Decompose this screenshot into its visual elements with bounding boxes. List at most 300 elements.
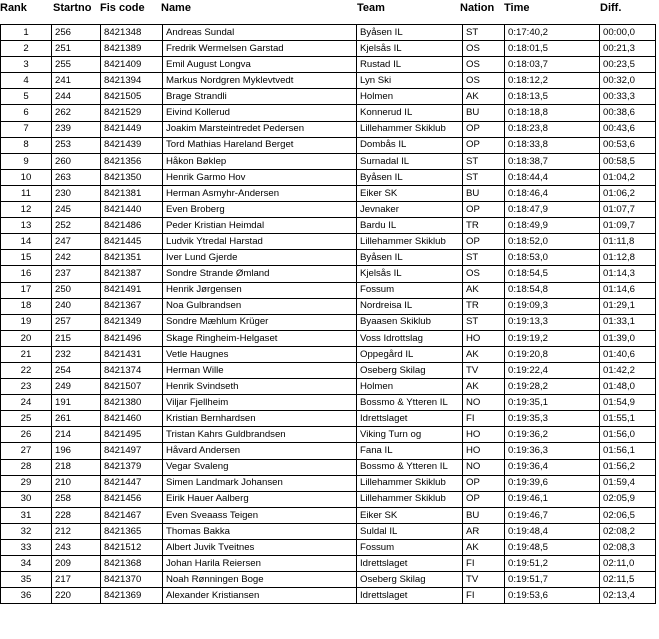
team-cell: Eiker SK <box>357 507 463 523</box>
rank-cell: 21 <box>1 346 52 362</box>
athlete-name-cell: Herman Asmyhr-Andersen <box>163 185 357 201</box>
nation-cell: OP <box>463 234 505 250</box>
team-cell: Bossmo & Ytteren IL <box>357 395 463 411</box>
startno-cell: 237 <box>52 266 101 282</box>
header-startno: Startno <box>53 2 92 14</box>
fis-code-cell: 8421456 <box>101 491 163 507</box>
fis-code-cell: 8421505 <box>101 89 163 105</box>
diff-cell: 00:53,6 <box>600 137 656 153</box>
header-name: Name <box>161 2 191 14</box>
nation-cell: OS <box>463 57 505 73</box>
nation-cell: NO <box>463 395 505 411</box>
nation-cell: AK <box>463 282 505 298</box>
table-row <box>1 459 656 475</box>
team-cell: Holmen <box>357 379 463 395</box>
athlete-name-cell: Skage Ringheim-Helgaset <box>163 330 357 346</box>
startno-cell: 217 <box>52 572 101 588</box>
athlete-name-cell: Andreas Sundal <box>163 25 357 41</box>
diff-cell: 00:00,0 <box>600 25 656 41</box>
team-cell: Lillehammer Skiklub <box>357 121 463 137</box>
rank-cell: 33 <box>1 540 52 556</box>
time-cell: 0:18:46,4 <box>505 185 600 201</box>
athlete-name-cell: Even Broberg <box>163 202 357 218</box>
nation-cell: AK <box>463 379 505 395</box>
nation-cell: TV <box>463 572 505 588</box>
rank-cell: 8 <box>1 137 52 153</box>
nation-cell: FI <box>463 556 505 572</box>
rank-cell: 14 <box>1 234 52 250</box>
table-row <box>1 185 656 201</box>
table-row <box>1 362 656 378</box>
diff-cell: 01:39,0 <box>600 330 656 346</box>
athlete-name-cell: Fredrik Wermelsen Garstad <box>163 41 357 57</box>
rank-cell: 36 <box>1 588 52 604</box>
team-cell: Bossmo & Ytteren IL <box>357 459 463 475</box>
team-cell: Lillehammer Skiklub <box>357 234 463 250</box>
time-cell: 0:19:46,1 <box>505 491 600 507</box>
rank-cell: 13 <box>1 218 52 234</box>
table-row <box>1 282 656 298</box>
rank-cell: 29 <box>1 475 52 491</box>
diff-cell: 01:56,2 <box>600 459 656 475</box>
diff-cell: 00:33,3 <box>600 89 656 105</box>
athlete-name-cell: Vegar Svaleng <box>163 459 357 475</box>
team-cell: Rustad IL <box>357 57 463 73</box>
header-fis-code: Fis code <box>100 2 145 14</box>
team-cell: Dombås IL <box>357 137 463 153</box>
time-cell: 0:18:23,8 <box>505 121 600 137</box>
rank-cell: 18 <box>1 298 52 314</box>
fis-code-cell: 8421486 <box>101 218 163 234</box>
rank-cell: 19 <box>1 314 52 330</box>
fis-code-cell: 8421447 <box>101 475 163 491</box>
fis-code-cell: 8421394 <box>101 73 163 89</box>
nation-cell: BU <box>463 185 505 201</box>
fis-code-cell: 8421349 <box>101 314 163 330</box>
rank-cell: 17 <box>1 282 52 298</box>
team-cell: Holmen <box>357 89 463 105</box>
table-row <box>1 346 656 362</box>
athlete-name-cell: Håkon Bøklep <box>163 153 357 169</box>
fis-code-cell: 8421512 <box>101 540 163 556</box>
fis-code-cell: 8421440 <box>101 202 163 218</box>
startno-cell: 242 <box>52 250 101 266</box>
rank-cell: 10 <box>1 169 52 185</box>
startno-cell: 255 <box>52 57 101 73</box>
table-row <box>1 57 656 73</box>
fis-code-cell: 8421374 <box>101 362 163 378</box>
athlete-name-cell: Eivind Kollerud <box>163 105 357 121</box>
diff-cell: 00:38,6 <box>600 105 656 121</box>
nation-cell: AK <box>463 540 505 556</box>
time-cell: 0:19:48,5 <box>505 540 600 556</box>
fis-code-cell: 8421348 <box>101 25 163 41</box>
startno-cell: 254 <box>52 362 101 378</box>
athlete-name-cell: Peder Kristian Heimdal <box>163 218 357 234</box>
time-cell: 0:18:44,4 <box>505 169 600 185</box>
fis-code-cell: 8421491 <box>101 282 163 298</box>
nation-cell: OS <box>463 266 505 282</box>
diff-cell: 02:13,4 <box>600 588 656 604</box>
nation-cell: FI <box>463 588 505 604</box>
time-cell: 0:19:20,8 <box>505 346 600 362</box>
startno-cell: 257 <box>52 314 101 330</box>
fis-code-cell: 8421467 <box>101 507 163 523</box>
nation-cell: BU <box>463 507 505 523</box>
startno-cell: 220 <box>52 588 101 604</box>
nation-cell: NO <box>463 459 505 475</box>
results-body <box>1 25 656 604</box>
rank-cell: 32 <box>1 523 52 539</box>
diff-cell: 02:05,9 <box>600 491 656 507</box>
team-cell: Nordreisa IL <box>357 298 463 314</box>
fis-code-cell: 8421380 <box>101 395 163 411</box>
diff-cell: 01:55,1 <box>600 411 656 427</box>
table-row <box>1 89 656 105</box>
time-cell: 0:19:19,2 <box>505 330 600 346</box>
startno-cell: 262 <box>52 105 101 121</box>
table-row <box>1 427 656 443</box>
fis-code-cell: 8421381 <box>101 185 163 201</box>
table-row <box>1 379 656 395</box>
nation-cell: TR <box>463 218 505 234</box>
rank-cell: 1 <box>1 25 52 41</box>
startno-cell: 256 <box>52 25 101 41</box>
time-cell: 0:18:54,5 <box>505 266 600 282</box>
startno-cell: 218 <box>52 459 101 475</box>
diff-cell: 01:59,4 <box>600 475 656 491</box>
table-row <box>1 250 656 266</box>
athlete-name-cell: Henrik Garmo Hov <box>163 169 357 185</box>
time-cell: 0:19:36,4 <box>505 459 600 475</box>
team-cell: Voss Idrottslag <box>357 330 463 346</box>
diff-cell: 01:14,6 <box>600 282 656 298</box>
fis-code-cell: 8421365 <box>101 523 163 539</box>
diff-cell: 01:04,2 <box>600 169 656 185</box>
startno-cell: 253 <box>52 137 101 153</box>
team-cell: Byåsen IL <box>357 250 463 266</box>
startno-cell: 263 <box>52 169 101 185</box>
startno-cell: 247 <box>52 234 101 250</box>
rank-cell: 20 <box>1 330 52 346</box>
team-cell: Idrettslaget <box>357 556 463 572</box>
time-cell: 0:19:13,3 <box>505 314 600 330</box>
fis-code-cell: 8421507 <box>101 379 163 395</box>
table-row <box>1 218 656 234</box>
nation-cell: HO <box>463 427 505 443</box>
table-row <box>1 523 656 539</box>
table-row <box>1 41 656 57</box>
athlete-name-cell: Markus Nordgren Myklevtvedt <box>163 73 357 89</box>
rank-cell: 11 <box>1 185 52 201</box>
rank-cell: 27 <box>1 443 52 459</box>
diff-cell: 00:21,3 <box>600 41 656 57</box>
time-cell: 0:19:36,2 <box>505 427 600 443</box>
header-nation: Nation <box>460 2 495 14</box>
time-cell: 0:19:35,3 <box>505 411 600 427</box>
fis-code-cell: 8421460 <box>101 411 163 427</box>
time-cell: 0:19:36,3 <box>505 443 600 459</box>
time-cell: 0:19:51,2 <box>505 556 600 572</box>
nation-cell: OP <box>463 202 505 218</box>
header-time: Time <box>504 2 530 14</box>
table-row <box>1 330 656 346</box>
nation-cell: BU <box>463 105 505 121</box>
startno-cell: 243 <box>52 540 101 556</box>
table-row <box>1 234 656 250</box>
team-cell: Kjelsås IL <box>357 266 463 282</box>
diff-cell: 01:56,1 <box>600 443 656 459</box>
team-cell: Fossum <box>357 540 463 556</box>
startno-cell: 245 <box>52 202 101 218</box>
table-row <box>1 137 656 153</box>
fis-code-cell: 8421387 <box>101 266 163 282</box>
startno-cell: 232 <box>52 346 101 362</box>
startno-cell: 251 <box>52 41 101 57</box>
startno-cell: 239 <box>52 121 101 137</box>
fis-code-cell: 8421431 <box>101 346 163 362</box>
rank-cell: 3 <box>1 57 52 73</box>
time-cell: 0:18:12,2 <box>505 73 600 89</box>
athlete-name-cell: Henrik Jørgensen <box>163 282 357 298</box>
fis-code-cell: 8421379 <box>101 459 163 475</box>
team-cell: Idrettslaget <box>357 411 463 427</box>
rank-cell: 15 <box>1 250 52 266</box>
athlete-name-cell: Simen Landmark Johansen <box>163 475 357 491</box>
diff-cell: 01:29,1 <box>600 298 656 314</box>
rank-cell: 22 <box>1 362 52 378</box>
athlete-name-cell: Joakim Marsteintredet Pedersen <box>163 121 357 137</box>
diff-cell: 02:11,0 <box>600 556 656 572</box>
rank-cell: 5 <box>1 89 52 105</box>
rank-cell: 26 <box>1 427 52 443</box>
athlete-name-cell: Noa Gulbrandsen <box>163 298 357 314</box>
diff-cell: 01:06,2 <box>600 185 656 201</box>
nation-cell: OP <box>463 137 505 153</box>
table-row <box>1 314 656 330</box>
athlete-name-cell: Brage Strandli <box>163 89 357 105</box>
nation-cell: ST <box>463 250 505 266</box>
team-cell: Oseberg Skilag <box>357 572 463 588</box>
time-cell: 0:19:28,2 <box>505 379 600 395</box>
nation-cell: ST <box>463 314 505 330</box>
table-row <box>1 443 656 459</box>
time-cell: 0:19:09,3 <box>505 298 600 314</box>
team-cell: Bardu IL <box>357 218 463 234</box>
startno-cell: 196 <box>52 443 101 459</box>
time-cell: 0:18:47,9 <box>505 202 600 218</box>
athlete-name-cell: Håvard Andersen <box>163 443 357 459</box>
header-team: Team <box>357 2 385 14</box>
athlete-name-cell: Albert Juvik Tveitnes <box>163 540 357 556</box>
startno-cell: 228 <box>52 507 101 523</box>
time-cell: 0:18:18,8 <box>505 105 600 121</box>
rank-cell: 31 <box>1 507 52 523</box>
team-cell: Konnerud IL <box>357 105 463 121</box>
table-row <box>1 588 656 604</box>
athlete-name-cell: Kristian Bernhardsen <box>163 411 357 427</box>
table-row <box>1 153 656 169</box>
nation-cell: ST <box>463 169 505 185</box>
fis-code-cell: 8421356 <box>101 153 163 169</box>
time-cell: 0:19:53,6 <box>505 588 600 604</box>
fis-code-cell: 8421409 <box>101 57 163 73</box>
rank-cell: 23 <box>1 379 52 395</box>
fis-code-cell: 8421449 <box>101 121 163 137</box>
fis-code-cell: 8421529 <box>101 105 163 121</box>
fis-code-cell: 8421368 <box>101 556 163 572</box>
fis-code-cell: 8421495 <box>101 427 163 443</box>
team-cell: Oseberg Skilag <box>357 362 463 378</box>
table-row <box>1 475 656 491</box>
diff-cell: 00:43,6 <box>600 121 656 137</box>
athlete-name-cell: Henrik Svindseth <box>163 379 357 395</box>
diff-cell: 02:11,5 <box>600 572 656 588</box>
athlete-name-cell: Noah Rønningen Boge <box>163 572 357 588</box>
startno-cell: 214 <box>52 427 101 443</box>
fis-code-cell: 8421369 <box>101 588 163 604</box>
rank-cell: 35 <box>1 572 52 588</box>
athlete-name-cell: Sondre Strande Ømland <box>163 266 357 282</box>
time-cell: 0:19:39,6 <box>505 475 600 491</box>
nation-cell: HO <box>463 443 505 459</box>
athlete-name-cell: Thomas Bakka <box>163 523 357 539</box>
fis-code-cell: 8421350 <box>101 169 163 185</box>
startno-cell: 258 <box>52 491 101 507</box>
diff-cell: 01:40,6 <box>600 346 656 362</box>
table-row <box>1 411 656 427</box>
time-cell: 0:18:13,5 <box>505 89 600 105</box>
team-cell: Jevnaker <box>357 202 463 218</box>
team-cell: Eiker SK <box>357 185 463 201</box>
header-rank: Rank <box>0 2 27 14</box>
startno-cell: 252 <box>52 218 101 234</box>
time-cell: 0:18:03,7 <box>505 57 600 73</box>
rank-cell: 4 <box>1 73 52 89</box>
rank-cell: 28 <box>1 459 52 475</box>
table-row <box>1 540 656 556</box>
diff-cell: 00:23,5 <box>600 57 656 73</box>
athlete-name-cell: Herman Wille <box>163 362 357 378</box>
table-row <box>1 169 656 185</box>
nation-cell: TR <box>463 298 505 314</box>
athlete-name-cell: Johan Harila Reiersen <box>163 556 357 572</box>
athlete-name-cell: Viljar Fjellheim <box>163 395 357 411</box>
nation-cell: OP <box>463 475 505 491</box>
team-cell: Lyn Ski <box>357 73 463 89</box>
results-header <box>0 0 659 18</box>
diff-cell: 00:58,5 <box>600 153 656 169</box>
diff-cell: 01:09,7 <box>600 218 656 234</box>
rank-cell: 16 <box>1 266 52 282</box>
time-cell: 0:18:53,0 <box>505 250 600 266</box>
athlete-name-cell: Emil August Longva <box>163 57 357 73</box>
table-row <box>1 121 656 137</box>
startno-cell: 210 <box>52 475 101 491</box>
startno-cell: 244 <box>52 89 101 105</box>
nation-cell: OP <box>463 491 505 507</box>
startno-cell: 215 <box>52 330 101 346</box>
table-row <box>1 202 656 218</box>
athlete-name-cell: Iver Lund Gjerde <box>163 250 357 266</box>
nation-cell: TV <box>463 362 505 378</box>
rank-cell: 24 <box>1 395 52 411</box>
team-cell: Surnadal IL <box>357 153 463 169</box>
nation-cell: OP <box>463 121 505 137</box>
time-cell: 0:18:49,9 <box>505 218 600 234</box>
diff-cell: 01:12,8 <box>600 250 656 266</box>
nation-cell: OS <box>463 73 505 89</box>
time-cell: 0:19:46,7 <box>505 507 600 523</box>
startno-cell: 209 <box>52 556 101 572</box>
startno-cell: 250 <box>52 282 101 298</box>
team-cell: Byaasen Skiklub <box>357 314 463 330</box>
startno-cell: 191 <box>52 395 101 411</box>
table-row <box>1 105 656 121</box>
table-row <box>1 25 656 41</box>
diff-cell: 01:07,7 <box>600 202 656 218</box>
athlete-name-cell: Even Sveaass Teigen <box>163 507 357 523</box>
rank-cell: 34 <box>1 556 52 572</box>
header-diff: Diff. <box>600 2 622 14</box>
time-cell: 0:19:22,4 <box>505 362 600 378</box>
team-cell: Kjelsås IL <box>357 41 463 57</box>
fis-code-cell: 8421496 <box>101 330 163 346</box>
rank-cell: 7 <box>1 121 52 137</box>
diff-cell: 00:32,0 <box>600 73 656 89</box>
time-cell: 0:17:40,2 <box>505 25 600 41</box>
rank-cell: 30 <box>1 491 52 507</box>
team-cell: Lillehammer Skiklub <box>357 475 463 491</box>
diff-cell: 01:56,0 <box>600 427 656 443</box>
time-cell: 0:19:35,1 <box>505 395 600 411</box>
nation-cell: AR <box>463 523 505 539</box>
time-cell: 0:18:52,0 <box>505 234 600 250</box>
athlete-name-cell: Eirik Hauer Aalberg <box>163 491 357 507</box>
nation-cell: ST <box>463 25 505 41</box>
team-cell: Viking Turn og <box>357 427 463 443</box>
fis-code-cell: 8421367 <box>101 298 163 314</box>
team-cell: Fossum <box>357 282 463 298</box>
diff-cell: 02:06,5 <box>600 507 656 523</box>
table-row <box>1 266 656 282</box>
time-cell: 0:19:51,7 <box>505 572 600 588</box>
diff-cell: 02:08,2 <box>600 523 656 539</box>
table-row <box>1 507 656 523</box>
team-cell: Suldal IL <box>357 523 463 539</box>
startno-cell: 212 <box>52 523 101 539</box>
diff-cell: 01:48,0 <box>600 379 656 395</box>
nation-cell: FI <box>463 411 505 427</box>
nation-cell: OS <box>463 41 505 57</box>
table-row <box>1 572 656 588</box>
athlete-name-cell: Vetle Haugnes <box>163 346 357 362</box>
rank-cell: 25 <box>1 411 52 427</box>
rank-cell: 12 <box>1 202 52 218</box>
team-cell: Lillehammer Skiklub <box>357 491 463 507</box>
startno-cell: 260 <box>52 153 101 169</box>
fis-code-cell: 8421389 <box>101 41 163 57</box>
results-table <box>0 24 656 604</box>
time-cell: 0:18:38,7 <box>505 153 600 169</box>
team-cell: Fana IL <box>357 443 463 459</box>
time-cell: 0:19:48,4 <box>505 523 600 539</box>
nation-cell: AK <box>463 346 505 362</box>
table-row <box>1 73 656 89</box>
athlete-name-cell: Alexander Kristiansen <box>163 588 357 604</box>
startno-cell: 240 <box>52 298 101 314</box>
time-cell: 0:18:33,8 <box>505 137 600 153</box>
